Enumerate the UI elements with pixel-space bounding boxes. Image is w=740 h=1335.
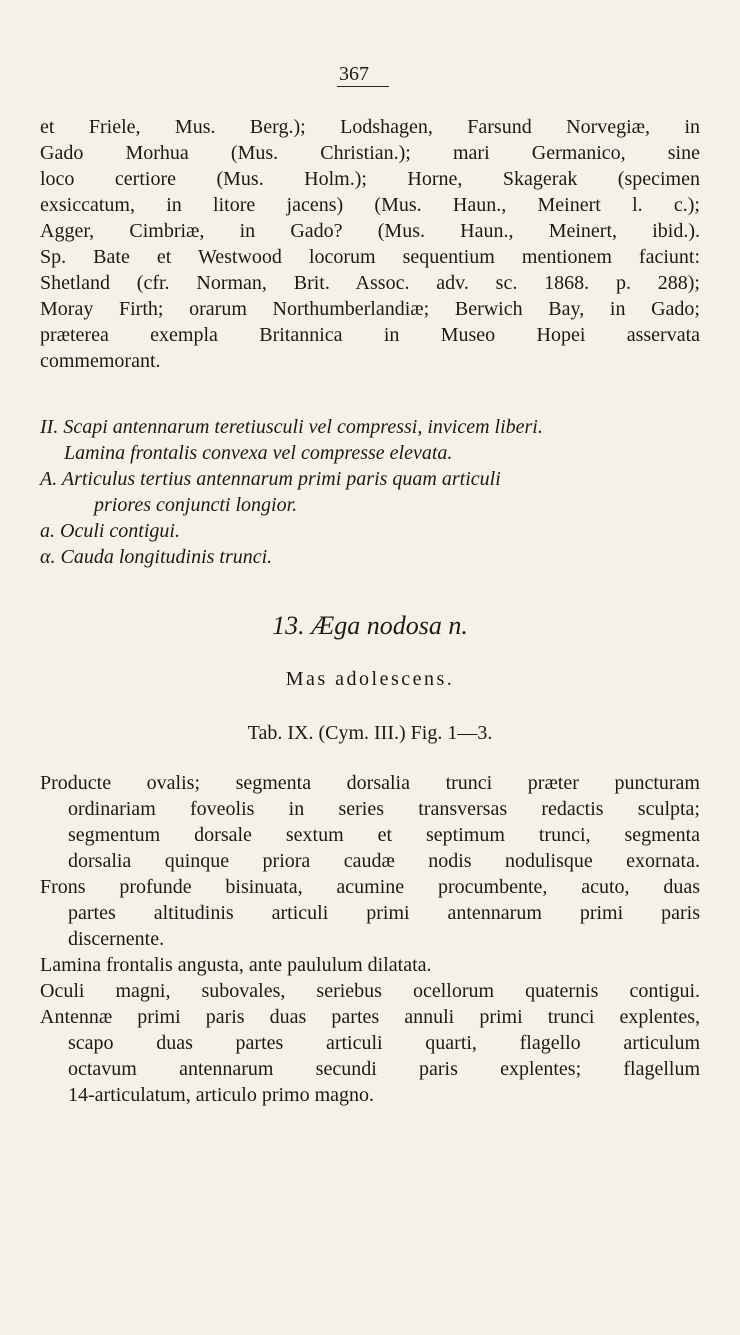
description-line: dorsalia quinque priora caudæ nodis nodulisque exornata. — [68, 850, 700, 872]
key-line: Lamina frontalis convexa vel compresse elevata. — [64, 442, 453, 464]
page-number-rule — [337, 86, 389, 87]
text-line: exsiccatum, in litore jacens) (Mus. Haun., Meinert l. c.); — [40, 194, 700, 216]
text-line: Moray Firth; orarum Northumberlandiæ; Berwich Bay, in Gado; — [40, 298, 700, 320]
text-line: Gado Morhua (Mus. Christian.); mari Germanico, sine — [40, 142, 700, 164]
key-line: a. Oculi contigui. — [40, 520, 180, 542]
key-line: priores conjuncti longior. — [94, 494, 298, 516]
species-heading: 13. Æga nodosa n. — [272, 611, 468, 640]
description-line: discernente. — [68, 928, 165, 950]
description-line: ordinariam foveolis in series transversas redactis sculpta; — [68, 798, 700, 820]
text-line: Agger, Cimbriæ, in Gado? (Mus. Haun., Meinert, ibid.). — [40, 220, 700, 242]
text-line: et Friele, Mus. Berg.); Lodshagen, Farsund Norvegiæ, in — [40, 116, 700, 138]
text-line: Shetland (cfr. Norman, Brit. Assoc. adv. sc. 1868. p. 288); — [40, 272, 700, 294]
plate-reference: Tab. IX. (Cym. III.) Fig. 1—3. — [247, 722, 493, 744]
text-line: Sp. Bate et Westwood locorum sequentium mentionem faciunt: — [40, 246, 700, 268]
key-line: II. Scapi antennarum teretiusculi vel compressi, invicem liberi. — [40, 416, 543, 438]
page-number: 367 — [339, 63, 369, 85]
description-line: scapo duas partes articuli quarti, flagello articulum — [68, 1032, 700, 1054]
description-line: Oculi magni, subovales, seriebus ocellorum quaternis contigui. — [40, 980, 700, 1002]
description-line: octavum antennarum secundi paris explentes; flagellum — [68, 1058, 700, 1080]
key-line: α. Cauda longitudinis trunci. — [40, 546, 273, 568]
description-line: segmentum dorsale sextum et septimum trunci, segmenta — [68, 824, 700, 846]
text-line: loco certiore (Mus. Holm.); Horne, Skagerak (specimen — [40, 168, 700, 190]
description-line: partes altitudinis articuli primi antennarum primi paris — [68, 902, 700, 924]
specimen-label: Mas adolescens. — [285, 668, 455, 690]
text-line: commemorant. — [40, 350, 161, 372]
description-line: Producte ovalis; segmenta dorsalia trunci præter puncturam — [40, 772, 700, 794]
description-line: 14-articulatum, articulo primo magno. — [68, 1084, 375, 1106]
description-line: Antennæ primi paris duas partes annuli primi trunci explentes, — [40, 1006, 700, 1028]
description-line: Lamina frontalis angusta, ante paululum dilatata. — [40, 954, 432, 976]
description-line: Frons profunde bisinuata, acumine procumbente, acuto, duas — [40, 876, 700, 898]
key-line: A. Articulus tertius antennarum primi paris quam articuli — [40, 468, 501, 490]
text-line: præterea exempla Britannica in Museo Hopei asservata — [40, 324, 700, 346]
